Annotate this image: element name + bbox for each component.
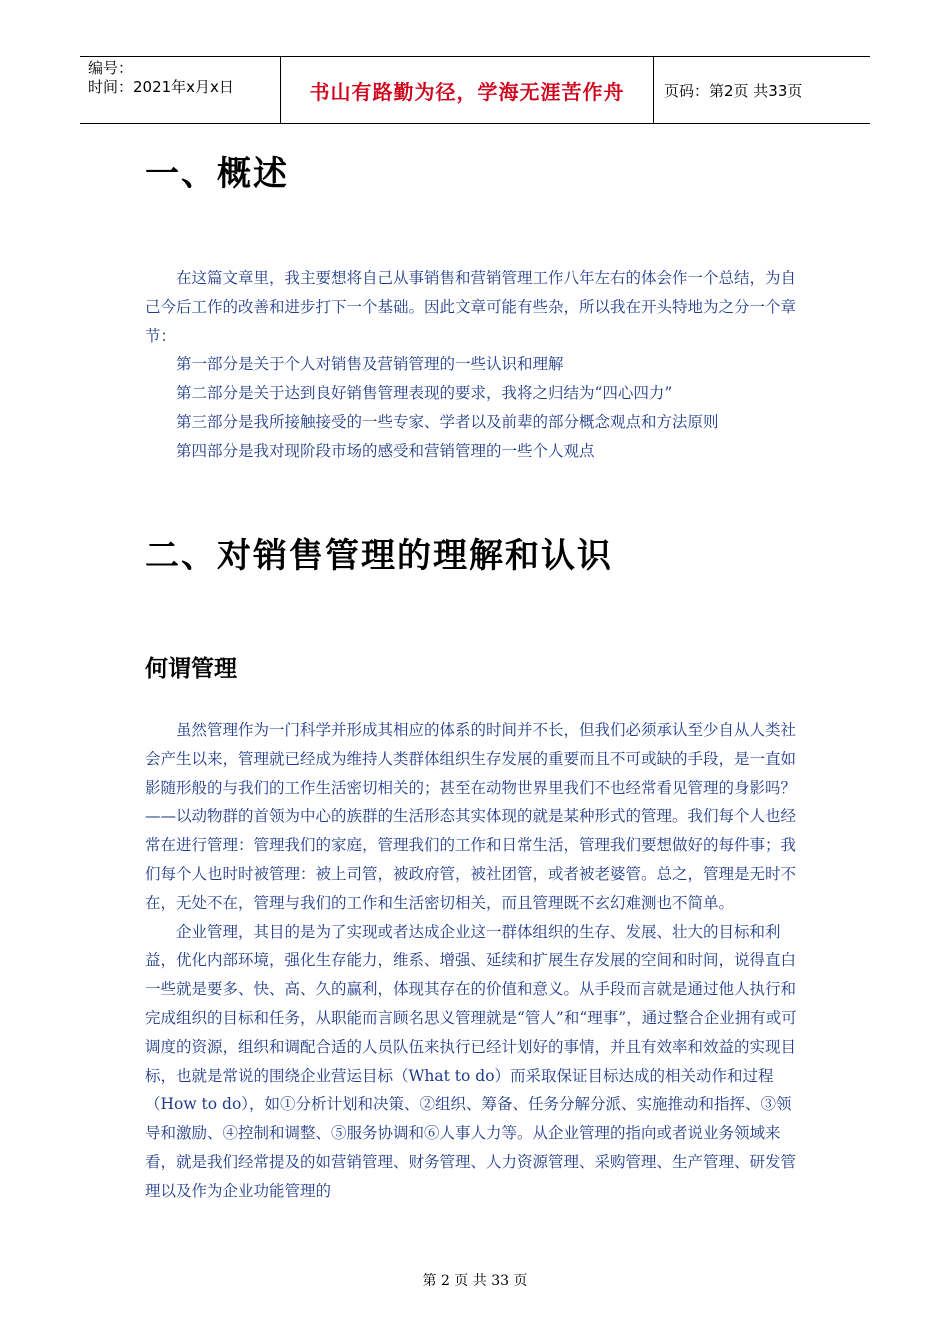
section-2-title: 二、对销售管理的理解和认识 <box>145 536 613 576</box>
paragraph: 在这篇文章里，我主要想将自己从事销售和营销管理工作八年左右的体会作一个总结，为自己今后工作的改善和进步打下一个基础。因此文章可能有些杂，所以我在开头特地为之分一个章节： <box>145 269 797 345</box>
paragraph: 虽然管理作为一门科学并形成其相应的体系的时间并不长，但我们必须承认至少自从人类社会产生以来，管理就已经成为维持人类群体组织生存发展的重要而且不可或缺的手段，是一直如影随形般的与我们的工作生活密切相关的；甚至在动物世界里我们不也经常看见管理的身影吗？——以动物群的首领为中心的族群的生活形态其实体现的就是某种形式的管理。我们每个人也经常在进行管理：管理我们的家庭，管理我们的工作和日常生活，管理我们要想做好的每件事；我们每个人也时时被管理：被上司管，被政府管，被社团管，或者被老婆管。总之，管理是无时不在，无处不在，管理与我们的工作和生活密切相关，而且管理既不玄幻难测也不简单。 <box>145 721 797 912</box>
header-meta-cell <box>80 57 281 123</box>
section-1-title: 一、概述 <box>145 154 289 194</box>
header-page-cell <box>654 57 870 123</box>
header-page-info: 页码：第2页 共33页 <box>664 81 803 100</box>
header-motto: 书山有路勤为径，学海无涯苦作舟 <box>309 79 625 104</box>
section-1-body <box>145 264 807 466</box>
document-time-label: 时间：2021年x月x日 <box>88 78 234 96</box>
page-footer: 第 2 页 共 33 页 <box>422 1273 528 1289</box>
paragraph: 企业管理，其目的是为了实现或者达成企业这一群体组织的生存、发展、壮大的目标和利益，优化内部环境，强化生存能力，维系、增强、延续和扩展生存发展的空间和时间，说得直白一些就是要多、快、高、久的赢利，体现其存在的价值和意义。从手段而言就是通过他人执行和完成组织的目标和任务，从职能而言顾名思义管理就是“管人”和“理事”，通过整合企业拥有或可调度的资源，组织和调配合适的人员队伍来执行已经计划好的事情，并且有效率和效益的实现目标，也就是常说的围绕企业营运目标（What to do）而采取保证目标达成的相关动作和过程（How to do），如①分析计划和决策、②组织、筹备、任务分解分派、实施推动和指挥、③领导和激励、④控制和调整、⑤服务协调和⑥人事人力等。从企业管理的指向或者说业务领域来看，就是我们经常提及的如营销管理、财务管理、人力资源管理、采购管理、生产管理、研发管理以及作为企业功能管理的 <box>145 922 797 1200</box>
section-2-subtitle: 何谓管理 <box>145 656 237 682</box>
document-number-label: 编号： <box>88 59 134 77</box>
paragraph: 第三部分是我所接触接受的一些专家、学者以及前辈的部分概念观点和方法原则 <box>176 412 719 431</box>
page-header <box>80 56 870 124</box>
section-2-body <box>145 716 807 1206</box>
paragraph: 第一部分是关于个人对销售及营销管理的一些认识和理解 <box>176 355 564 374</box>
paragraph: 第四部分是我对现阶段市场的感受和营销管理的一些个人观点 <box>176 441 595 460</box>
header-motto-cell <box>281 57 654 123</box>
paragraph: 第二部分是关于达到良好销售管理表现的要求，我将之归结为“四心四力” <box>176 384 673 403</box>
